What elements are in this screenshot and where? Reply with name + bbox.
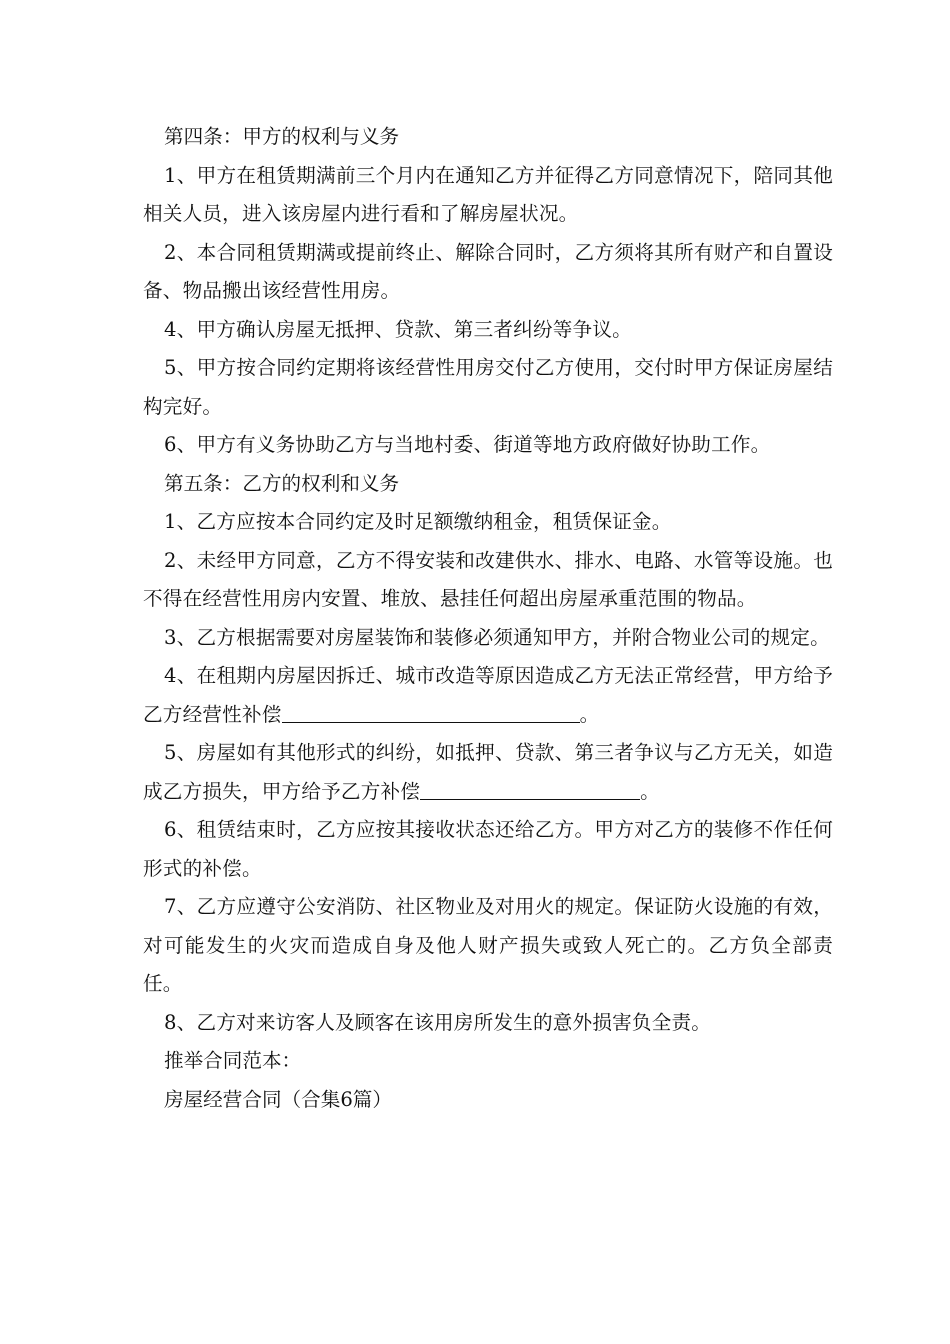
clause-4-6: 6、甲方有义务协助乙方与当地村委、街道等地方政府做好协助工作。: [164, 433, 771, 456]
section-heading-4: 第四条：甲方的权利与义务: [164, 125, 400, 148]
clause-5-1: 1、乙方应按本合同约定及时足额缴纳租金，租赁保证金。: [164, 510, 672, 533]
clause-5-8: 8、乙方对来访客人及顾客在该用房所发生的意外损害负全责。: [164, 1010, 712, 1034]
clause-5-2: 2、未经甲方同意，乙方不得安装和改建供水、排水、电路、水管等设施。也不得在经营性用房内安置、堆放、悬挂任何超出房屋承重范围的物品。: [143, 548, 833, 610]
section-heading-5: 第五条：乙方的权利和义务: [164, 471, 400, 495]
clause-5-4-end: 。: [579, 702, 600, 726]
clause-5-5-end: 。: [640, 779, 660, 803]
clause-4-4: 4、甲方确认房屋无抵押、贷款、第三者纠纷等争议。: [164, 317, 632, 341]
loss-compensation-blank-field[interactable]: [420, 777, 640, 800]
clause-4-2: 2、本合同租赁期满或提前终止、解除合同时，乙方须将其所有财产和自置设备、物品搬出该经营性用房。: [143, 240, 833, 302]
clause-5-3: 3、乙方根据需要对房屋装饰和装修必须通知甲方，并附合物业公司的规定。: [164, 625, 830, 649]
clause-4-1: 1、甲方在租赁期满前三个月内在通知乙方并征得乙方同意情况下，陪同其他相关人员，进入该房屋内进行看和了解房屋状况。: [143, 163, 833, 225]
document-body: [143, 118, 833, 1119]
clause-5-4: [143, 657, 833, 734]
clause-5-5-text: 5、房屋如有其他形式的纠纷，如抵押、贷款、第三者争议与乙方无关，如造成乙方损失，甲方给予乙方补偿: [143, 741, 833, 803]
clause-4-5: 5、甲方按合同约定期将该经营性用房交付乙方使用，交付时甲方保证房屋结构完好。: [143, 356, 833, 418]
compensation-blank-field[interactable]: [282, 700, 580, 723]
clause-5-7: 7、乙方应遵守公安消防、社区物业及对用火的规定。保证防火设施的有效，对可能发生的火灾而造成自身及他人财产损失或致人死亡的。乙方负全部责任。: [143, 895, 833, 995]
recommend-label: 推举合同范本：: [164, 1049, 302, 1072]
clause-5-4-text: 4、在租期内房屋因拆迁、城市改造等原因造成乙方无法正常经营，甲方给予乙方经营性补偿: [143, 664, 833, 726]
clause-5-6: 6、租赁结束时，乙方应按其接收状态还给乙方。甲方对乙方的装修不作任何形式的补偿。: [143, 818, 833, 880]
recommend-title-link[interactable]: 房屋经营合同（合集6篇）: [164, 1087, 392, 1111]
clause-5-5: [143, 734, 833, 811]
